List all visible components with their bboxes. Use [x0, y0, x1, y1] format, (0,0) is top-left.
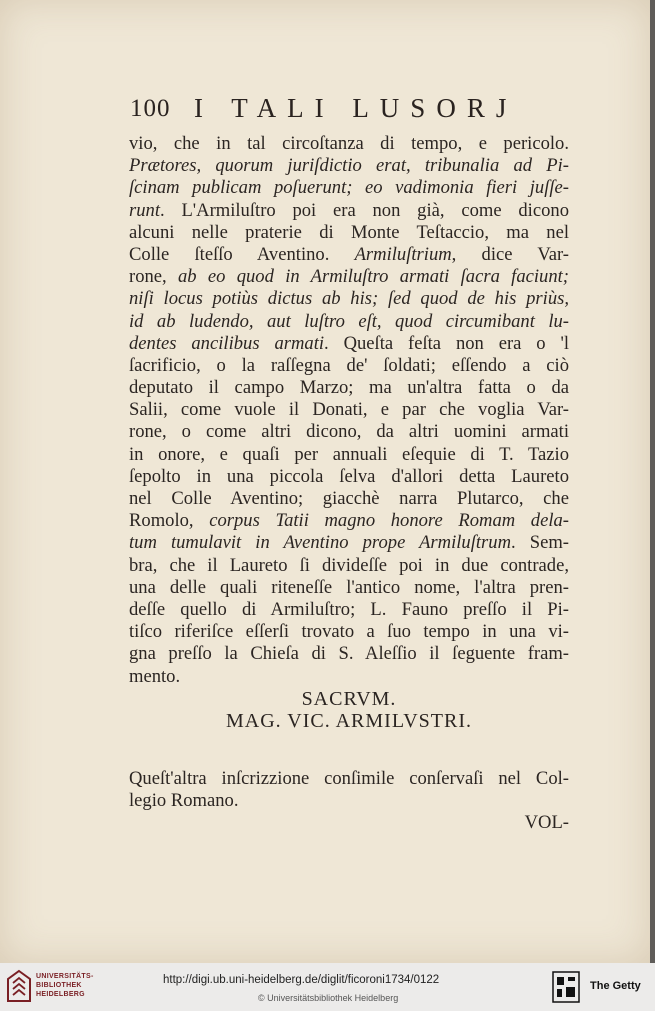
- text-line: gna preſſo la Chieſa di S. Aleſſio il ſeguente fram-: [129, 643, 569, 665]
- page-header: [130, 93, 530, 133]
- text-line: rone, o come altri dicono, da altri uomini armati: [129, 421, 569, 443]
- text-line: alcuni nelle praterie di Monte Teſtaccio, ma nel: [129, 221, 569, 243]
- text-line: bra, che il Laureto ſi divideſſe poi in due contrade,: [129, 554, 569, 576]
- text-line: vio, che in tal circoſtanza di tempo, e pericolo.: [129, 133, 569, 154]
- getty-logo-icon: [552, 971, 580, 1003]
- text-line: Colle ſteſſo Aventino. Armiluſtrium, dice Var-: [129, 243, 569, 265]
- text-line: nel Colle Aventino; giacchè narra Plutarco, che: [129, 488, 569, 509]
- text-line: ſepolto in una piccola ſelva d'allori detta Laureto: [129, 465, 569, 487]
- text-line: runt. L'Armiluſtro poi era non già, come dicono: [129, 199, 569, 221]
- copyright-text: © Universitätsbibliothek Heidelberg: [258, 993, 399, 1003]
- text-line: tum tumulavit in Aventino prope Armiluſtrum. Sem-: [129, 532, 569, 554]
- university-library-logo-icon: [6, 969, 32, 1003]
- page-edge: [650, 0, 655, 963]
- catchword: VOL-: [524, 812, 569, 834]
- text-line: ſcinam publicam poſuerunt; eo vadimonia fieri juſſe-: [129, 177, 569, 199]
- spacer: [129, 732, 569, 768]
- text-line: Prætores, quorum juriſdictio erat, tribunalia ad Pi-: [129, 155, 569, 177]
- text-line: deputato il campo Marzo; ma un'altra fatta o da: [129, 377, 569, 399]
- text-line: mento.: [129, 665, 181, 687]
- inscription-line: MAG. VIC. ARMILVSTRI.: [225, 709, 473, 732]
- text-line: niſi locus potiùs dictus ab his; ſed quod de his priùs,: [129, 288, 569, 310]
- partner-name: The Getty: [590, 980, 641, 992]
- text-line: ſacrificio, o la raſſegna de' ſoldati; eſſendo a ciò: [129, 354, 569, 376]
- permalink-url[interactable]: http://digi.ub.uni-heidelberg.de/diglit/ficoroni1734/0122: [163, 974, 440, 986]
- text-line: rone, ab eo quod in Armiluſtro armati ſacra faciunt;: [129, 266, 569, 288]
- text-line: id ab ludendo, aut luſtro eſt, quod circumibant lu-: [129, 310, 569, 332]
- text-line: tiſco riferiſce eſſerſi trovato a ſuo tempo in una vi-: [129, 621, 569, 643]
- text-line: in onore, e quaſi per annuali eſequie di T. Tazio: [129, 443, 569, 465]
- text-line: Queſt'altra inſcrizzione conſimile conſervaſi nel Col-: [129, 768, 569, 790]
- text-line: legio Romano.: [129, 790, 239, 812]
- text-line: Salii, come vuole il Donati, e par che voglia Var-: [129, 399, 569, 421]
- text-line: Romolo, corpus Tatii magno honore Romam dela-: [129, 510, 569, 532]
- running-title: I TALI LUSORJ: [194, 93, 518, 123]
- text-line: dentes ancilibus armati. Queſta feſta non era o 'l: [129, 332, 569, 354]
- viewer-footer: [0, 963, 655, 1011]
- body-text: [129, 133, 569, 835]
- text-line: una delle quali riteneſſe l'antico nome, l'altra pren-: [129, 576, 569, 598]
- text-line: deſſe quello di Armiluſtro; L. Fauno preſſo il Pi-: [129, 598, 569, 620]
- library-name: UNIVERSITÄTS- BIBLIOTHEK HEIDELBERG: [36, 973, 94, 998]
- inscription-line: SACRVM.: [301, 687, 397, 710]
- page-number: 100: [130, 95, 171, 122]
